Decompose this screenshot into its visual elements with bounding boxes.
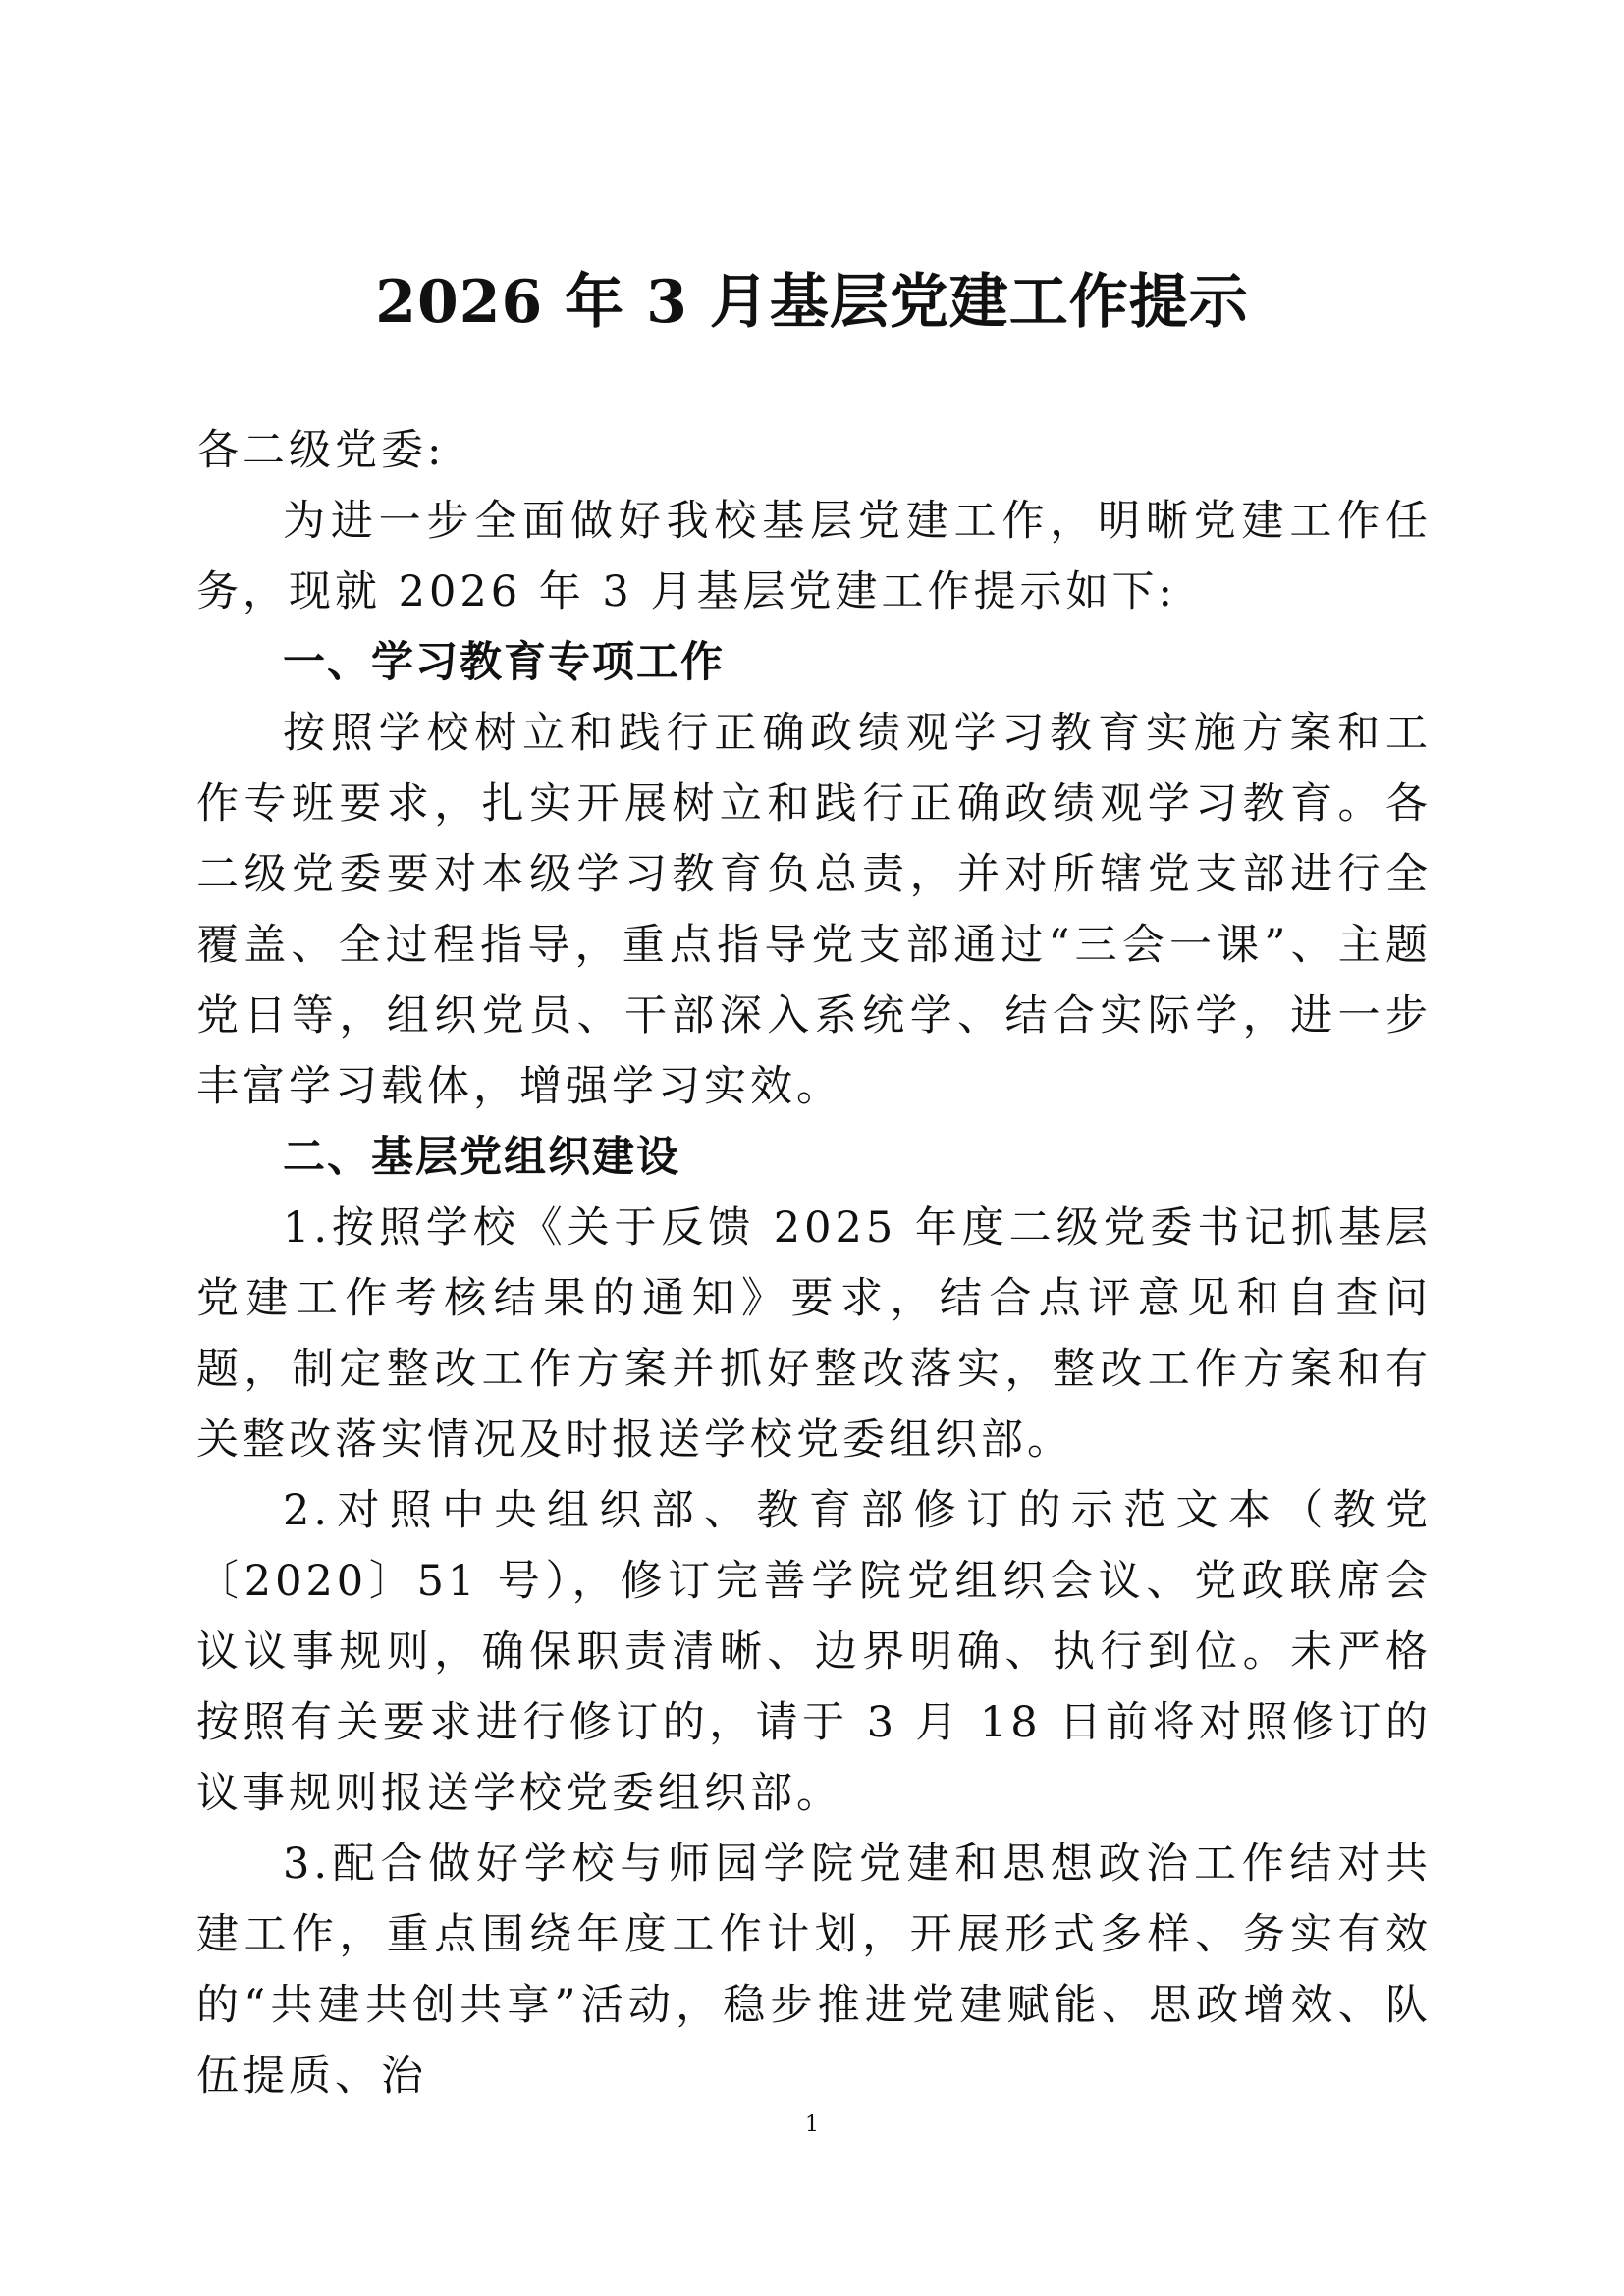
section-heading: 一、学习教育专项工作	[283, 638, 725, 687]
document-title: 2026 年 3 月基层党建工作提示	[375, 268, 1249, 337]
section-heading: 二、基层党组织建设	[283, 1133, 680, 1182]
section-paragraph: 按照学校树立和践行正确政绩观学习教育实施方案和工作专班要求，扎实开展树立和践行正确政绩观学习教育。各二级党委要对本级学习教育负总责，并对所辖党支部进行全覆盖、全过程指导，重点指导党支部通过“三会一课”、主题党日等，组织党员、干部深入系统学、结合实际学，进一步丰富学习载体，增强学习实效。	[196, 709, 1432, 1111]
section-paragraph: 3.配合做好学校与师园学院党建和思想政治工作结对共建工作，重点围绕年度工作计划，开展形式多样、务实有效的“共建共创共享”活动，稳步推进党建赋能、思政增效、队伍提质、治	[196, 1840, 1432, 2101]
page-number: 1	[805, 2112, 819, 2137]
salutation: 各二级党委:	[196, 426, 446, 475]
section-paragraph: 1.按照学校《关于反馈 2025 年度二级党委书记抓基层党建工作考核结果的通知》要求，结合点评意见和自查问题，制定整改工作方案并抓好整改落实，整改工作方案和有关整改落实情况及时报送学校党委组织部。	[196, 1203, 1432, 1465]
document-body	[196, 415, 1432, 2111]
intro-paragraph: 为进一步全面做好我校基层党建工作，明晰党建工作任务，现就 2026 年 3 月基层党建工作提示如下:	[196, 497, 1432, 616]
section-paragraph: 2.对照中央组织部、教育部修订的示范文本（教党〔2020〕51 号），修订完善学院党组织会议、党政联席会议议事规则，确保职责清晰、边界明确、执行到位。未严格按照有关要求进行修订的，请于 3 月 18 日前将对照修订的议事规则报送学校党委组织部。	[196, 1486, 1432, 1818]
